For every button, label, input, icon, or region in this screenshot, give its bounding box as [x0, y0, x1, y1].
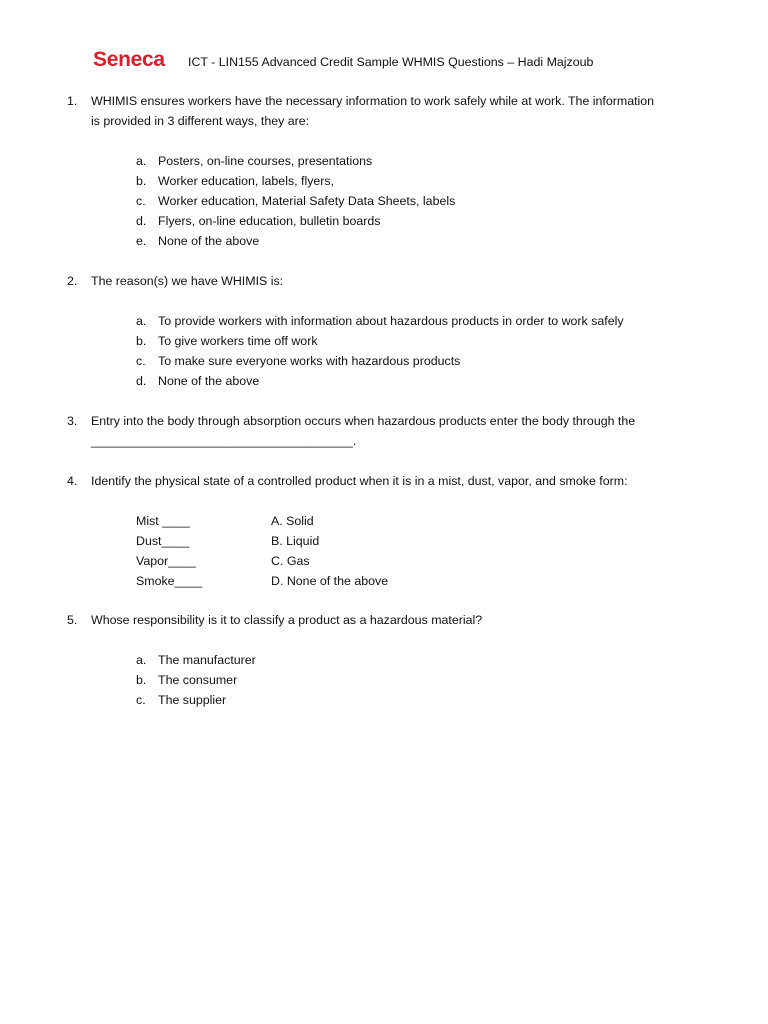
option-text: Worker education, labels, flyers,	[158, 174, 335, 188]
question-text-line-1: WHIMIS ensures workers have the necessary information to work safely while at work. The information	[91, 94, 655, 108]
matching-choice: D. None of the above	[271, 574, 389, 588]
option-text: Flyers, on-line education, bulletin boards	[158, 214, 381, 228]
option-text: To give workers time off work	[158, 334, 318, 348]
option-letter: a.	[136, 154, 147, 168]
matching-term: Vapor____	[136, 554, 196, 568]
matching-term: Smoke____	[136, 574, 203, 588]
option-letter: b.	[136, 673, 147, 687]
option-text: To make sure everyone works with hazardous products	[158, 354, 461, 368]
option-letter: b.	[136, 334, 147, 348]
option-text: The consumer	[158, 673, 238, 687]
question-number: 2.	[67, 274, 78, 288]
option-letter: c.	[136, 354, 146, 368]
option-text: The supplier	[158, 693, 227, 707]
matching-choice: A. Solid	[271, 514, 314, 528]
question-text-line-1: The reason(s) we have WHIMIS is:	[91, 274, 284, 288]
question-number: 3.	[67, 414, 78, 428]
question-number: 1.	[67, 94, 78, 108]
matching-term: Mist ____	[136, 514, 190, 528]
question-number: 4.	[67, 474, 78, 488]
question-number: 5.	[67, 613, 78, 627]
option-text: Worker education, Material Safety Data Sheets, labels	[158, 194, 456, 208]
seneca-logo: Seneca	[93, 48, 165, 71]
option-text: None of the above	[158, 374, 260, 388]
option-text: Posters, on-line courses, presentations	[158, 154, 373, 168]
question-text-line-1: Whose responsibility is it to classify a product as a hazardous material?	[91, 613, 483, 627]
option-letter: d.	[136, 374, 147, 388]
option-text: The manufacturer	[158, 653, 256, 667]
question-text-line-2: is provided in 3 different ways, they are:	[91, 114, 310, 128]
option-letter: a.	[136, 653, 147, 667]
fill-in-blank: ______________________________________.	[91, 434, 357, 448]
option-letter: b.	[136, 174, 147, 188]
question-text-line-1: Entry into the body through absorption occurs when hazardous products enter the body through the	[91, 414, 636, 428]
option-letter: a.	[136, 314, 147, 328]
option-text: None of the above	[158, 234, 260, 248]
option-letter: c.	[136, 194, 146, 208]
document-title: ICT - LIN155 Advanced Credit Sample WHMIS Questions – Hadi Majzoub	[188, 55, 594, 69]
option-text: To provide workers with information about hazardous products in order to work safely	[158, 314, 624, 328]
question-text-line-1: Identify the physical state of a controlled product when it is in a mist, dust, vapor, and smoke form:	[91, 474, 628, 488]
option-letter: e.	[136, 234, 147, 248]
matching-term: Dust____	[136, 534, 190, 548]
matching-choice: C. Gas	[271, 554, 310, 568]
option-letter: d.	[136, 214, 147, 228]
matching-choice: B. Liquid	[271, 534, 320, 548]
option-letter: c.	[136, 693, 146, 707]
